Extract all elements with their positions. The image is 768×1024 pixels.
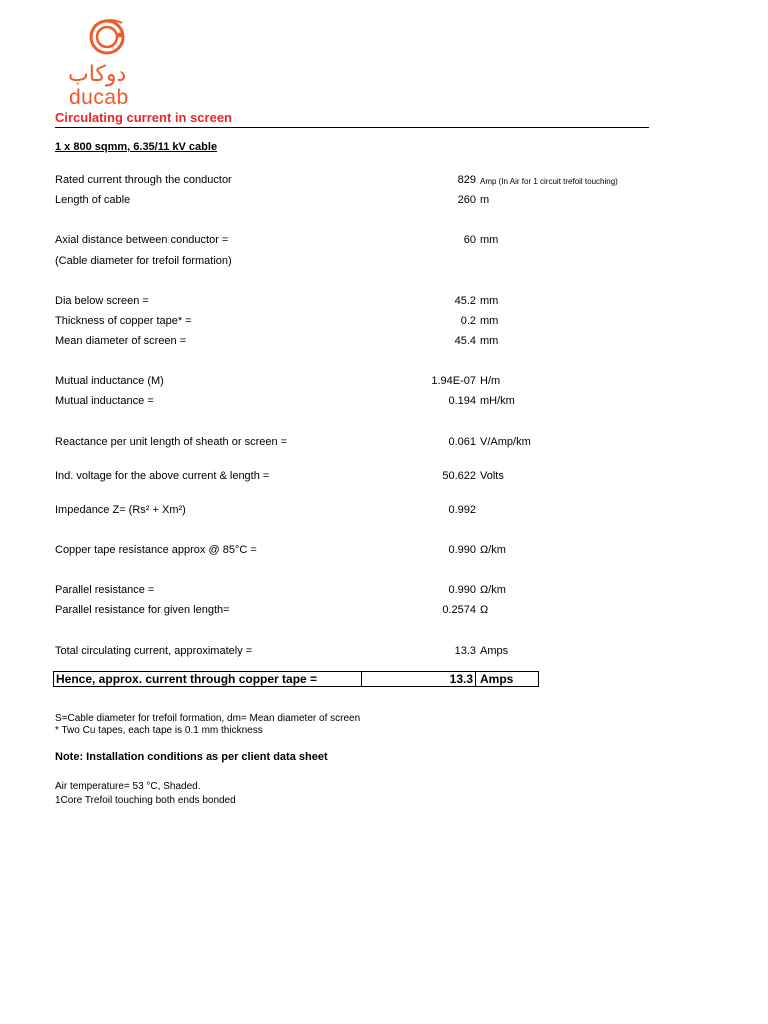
row-label: Impedance Z= (Rs² + Xm²) — [55, 504, 186, 516]
row-label: Ind. voltage for the above current & length = — [55, 470, 270, 482]
row-value: 45.2 — [454, 295, 476, 307]
row-unit: mH/km — [480, 395, 515, 407]
title-divider — [55, 127, 649, 128]
row-value: 13.3 — [454, 645, 476, 657]
row-label: (Cable diameter for trefoil formation) — [55, 255, 232, 267]
ducab-logo — [62, 14, 162, 112]
row-value: 260 — [457, 194, 476, 206]
row-unit: V/Amp/km — [480, 436, 531, 448]
row-value: 829 — [457, 174, 476, 186]
row-value: 0.2 — [460, 315, 476, 327]
row-label: Axial distance between conductor = — [55, 234, 229, 246]
row-value: 60 — [463, 234, 476, 246]
footnote-symbols: S=Cable diameter for trefoil formation, dm= Mean diameter of screen — [55, 713, 361, 724]
row-label: Mean diameter of screen = — [55, 335, 187, 347]
row-label: Dia below screen = — [55, 295, 149, 307]
row-unit: Ω — [480, 604, 489, 616]
row-label: Total circulating current, approximately = — [55, 645, 253, 657]
row-value: 1.94E-07 — [431, 375, 476, 387]
row-label: Mutual inductance (M) — [55, 375, 164, 387]
row-value: 0.061 — [448, 436, 476, 448]
row-label: Thickness of copper tape* = — [55, 315, 192, 327]
row-value: 45.4 — [454, 335, 476, 347]
page-title: Circulating current in screen — [55, 110, 232, 125]
row-label: Mutual inductance = — [55, 395, 154, 407]
result-label: Hence, approx. current through copper tape = — [53, 671, 362, 687]
row-label: Parallel resistance = — [55, 584, 155, 596]
logo-arabic: دوكاب — [68, 62, 127, 87]
row-value: 0.992 — [448, 504, 476, 516]
row-unit: Volts — [480, 470, 504, 482]
installation-note-heading: Note: Installation conditions as per client data sheet — [55, 751, 328, 763]
row-unit: H/m — [480, 375, 501, 387]
row-unit: Amp (In Air for 1 circuit trefoil touching) — [480, 177, 618, 186]
row-unit: mm — [480, 234, 499, 246]
row-unit: Ω/km — [480, 584, 506, 596]
row-value: 0.990 — [448, 544, 476, 556]
row-unit: Ω/km — [480, 544, 506, 556]
row-label: Copper tape resistance approx @ 85°C = — [55, 544, 257, 556]
row-unit: Amps — [480, 645, 509, 657]
row-value: 0.990 — [448, 584, 476, 596]
row-label: Parallel resistance for given length= — [55, 604, 230, 616]
bonding-note: 1Core Trefoil touching both ends bonded — [55, 795, 236, 806]
row-unit: mm — [480, 315, 499, 327]
result-value: 13.3 — [361, 671, 476, 687]
row-label: Length of cable — [55, 194, 131, 206]
footnote-tapes: * Two Cu tapes, each tape is 0.1 mm thickness — [55, 725, 263, 736]
row-label: Rated current through the conductor — [55, 174, 232, 186]
row-value: 0.2574 — [442, 604, 476, 616]
air-temperature-note: Air temperature= 53 °C, Shaded. — [55, 781, 201, 792]
row-value: 50.622 — [442, 470, 476, 482]
row-unit: mm — [480, 295, 499, 307]
row-label: Reactance per unit length of sheath or screen = — [55, 436, 288, 448]
logo-latin: ducab — [69, 86, 129, 109]
row-unit: mm — [480, 335, 499, 347]
row-value: 0.194 — [448, 395, 476, 407]
row-unit: m — [480, 194, 490, 206]
cable-spec: 1 x 800 sqmm, 6.35/11 kV cable — [55, 141, 218, 153]
result-unit: Amps — [475, 671, 539, 687]
